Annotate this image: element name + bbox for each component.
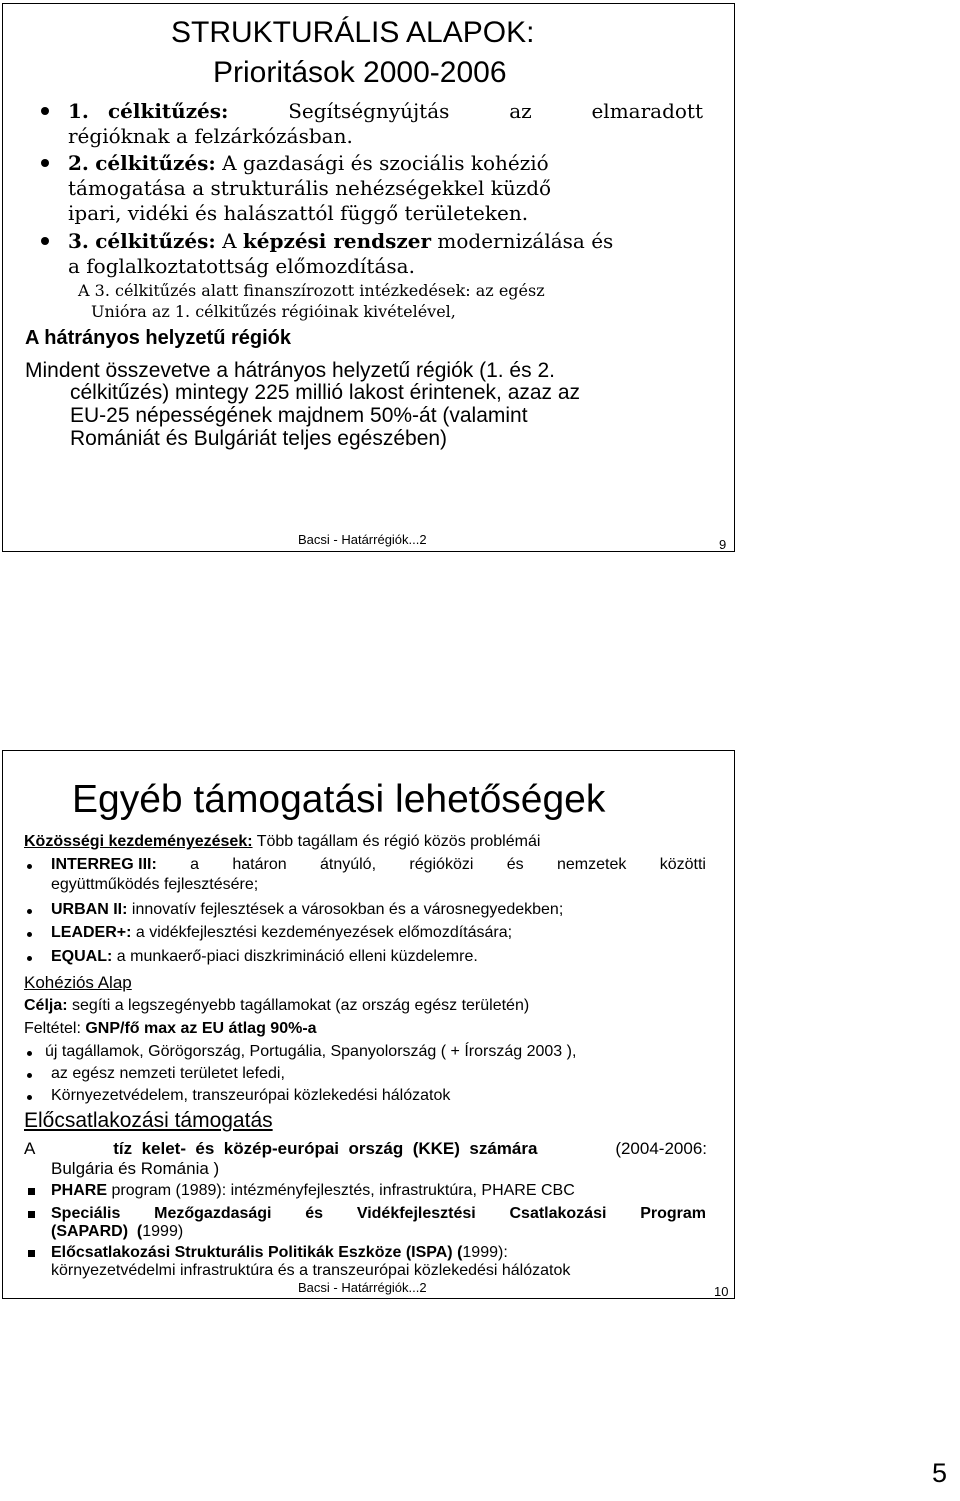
paragraph-line2: célkitűzés) mintegy 225 millió lakost érintenek, azaz az: [70, 381, 581, 404]
interreg-word: a: [190, 856, 200, 873]
sapard-line1: [51, 1205, 706, 1223]
objective-1-key: célkitűzés:: [107, 99, 229, 123]
celja-text: segíti a legszegényebb tagállamokat (az ország egész területén): [67, 997, 530, 1014]
objective-3-bold: képzési rendszer: [242, 229, 432, 253]
sapard-line2: [51, 1223, 183, 1241]
slide-9: [2, 3, 735, 552]
tiz-line2: Bulgária és Románia ): [51, 1159, 220, 1178]
sapard-year: 1999): [142, 1223, 184, 1240]
objective-2-line2: támogatása a strukturális nehézségekkel küzdő: [68, 176, 552, 200]
elocsatlakozasi-heading: Előcsatlakozási támogatás: [24, 1109, 273, 1132]
slide-footer: Bacsi - Határrégiók...2: [298, 1280, 427, 1295]
tiz-line1: [24, 1139, 707, 1159]
equal-text: a munkaerő-piaci diszkrimináció elleni küzdelemre.: [112, 948, 478, 965]
phare-line: [51, 1182, 575, 1200]
sapard-word: Mezőgazdasági: [154, 1205, 272, 1222]
page-number: 5: [932, 1458, 948, 1488]
slide-footer: Bacsi - Határrégiók...2: [298, 532, 427, 547]
feltetel-pre: Feltétel:: [24, 1020, 86, 1037]
ispa-year: 1999):: [462, 1244, 508, 1261]
celja-key: Célja:: [24, 997, 68, 1014]
slide-number: 10: [714, 1284, 729, 1299]
interreg-word: és: [506, 856, 524, 873]
paragraph-line1: Mindent összevetve a hátrányos helyzetű régiók (1. és 2.: [25, 359, 555, 382]
bullet-dot: [27, 909, 32, 914]
ispa-line2: környezetvédelmi infrastruktúra és a transzeurópai közlekedési hálózatok: [51, 1262, 571, 1279]
leader-line: [51, 924, 512, 942]
objective-2-text: A gazdasági és szociális kohézió: [215, 151, 549, 175]
slide-title-line1: STRUKTURÁLIS ALAPOK:: [171, 16, 535, 49]
urban-line: [51, 901, 563, 919]
tiz-bold: tíz kelet- és közép-európai ország (KKE) számára: [113, 1139, 538, 1158]
tiz-a: A: [24, 1139, 36, 1158]
objective-1-word: az: [509, 99, 532, 123]
sapard-word: Csatlakozási: [509, 1205, 607, 1222]
objective-3-line1: [68, 229, 613, 253]
bullet-dot: [41, 237, 49, 245]
objective-3-text: modernizálása és: [431, 229, 614, 253]
slide-10: [2, 750, 735, 1299]
objective-2-number: 2.: [68, 151, 89, 175]
bullet-dot: [41, 107, 49, 115]
note-line1: A 3. célkitűzés alatt finanszírozott intézkedések: az egész: [78, 281, 545, 300]
feltetel-line: [24, 1020, 317, 1038]
interreg-line1: [51, 856, 706, 874]
interreg-word: átnyúló,: [319, 856, 377, 873]
sapard-abbr: (SAPARD) (: [51, 1223, 143, 1240]
bullet-dot: [27, 1073, 32, 1078]
ispa-key: Előcsatlakozási Strukturális Politikák Eszköze (ISPA) (: [51, 1244, 463, 1261]
bullet-dot: [27, 864, 32, 869]
square-bullet: [28, 1188, 35, 1195]
interreg-key: INTERREG III:: [51, 856, 157, 873]
kozossegi-label: Közösségi kezdeményezések:: [24, 833, 253, 850]
phare-text: program (1989): intézményfejlesztés, infrastruktúra, PHARE CBC: [107, 1182, 575, 1199]
sapard-word: Program: [640, 1205, 706, 1222]
kohezios-item-1: új tagállamok, Görögország, Portugália, Spanyolország ( + Írország 2003 ),: [45, 1043, 577, 1060]
sapard-word: Vidékfejlesztési: [356, 1205, 476, 1222]
leader-text: a vidékfejlesztési kezdeményezések előmozdítására;: [131, 924, 513, 941]
objective-1-word: Segítségnyújtás: [288, 99, 450, 123]
paragraph-line4: Romániát és Bulgáriát teljes egészében): [70, 427, 448, 450]
ispa-line1: [51, 1244, 508, 1262]
objective-1-number: 1.: [68, 99, 89, 123]
phare-key: PHARE: [51, 1182, 108, 1199]
square-bullet: [28, 1250, 35, 1257]
objective-3-number: 3.: [68, 229, 89, 253]
interreg-word: határon: [232, 856, 287, 873]
objective-1-line2: régióknak a felzárkózásban.: [68, 124, 353, 148]
section-heading: A hátrányos helyzetű régiók: [25, 327, 291, 349]
urban-key: URBAN II:: [51, 901, 128, 918]
bullet-dot: [27, 932, 32, 937]
kozossegi-line: [24, 833, 540, 851]
slide-title: Egyéb támogatási lehetőségek: [72, 778, 606, 821]
bullet-dot: [41, 159, 49, 167]
interreg-word: közötti: [659, 856, 706, 873]
objective-3-line2: a foglalkoztatottság előmozdítása.: [68, 254, 415, 278]
equal-line: [51, 948, 478, 966]
bullet-dot: [27, 956, 32, 961]
interreg-line2: együttműködés fejlesztésére;: [51, 876, 259, 893]
tiz-years: (2004-2006:: [615, 1139, 707, 1158]
interreg-word: régióközi: [409, 856, 474, 873]
sapard-word: Speciális: [51, 1205, 121, 1222]
equal-key: EQUAL:: [51, 948, 113, 965]
celja-line: [24, 997, 529, 1015]
sapard-word: és: [305, 1205, 324, 1222]
objective-3-text: A: [215, 229, 243, 253]
kohezios-item-3: Környezetvédelem, transzeurópai közlekedési hálózatok: [51, 1087, 451, 1104]
interreg-word: nemzetek: [557, 856, 627, 873]
objective-2-key: célkitűzés:: [95, 151, 216, 175]
urban-text: innovatív fejlesztések a városokban és a városnegyedekben;: [127, 901, 564, 918]
kozossegi-text: Több tagállam és régió közös problémái: [252, 833, 541, 850]
bullet-dot: [27, 1051, 32, 1056]
leader-key: LEADER+:: [51, 924, 132, 941]
square-bullet: [28, 1211, 35, 1218]
bullet-dot: [27, 1095, 32, 1100]
paragraph-line3: EU-25 népességének majdnem 50%-át (valamint: [70, 404, 528, 427]
feltetel-bold: GNP/fő max az EU átlag 90%-a: [85, 1020, 317, 1037]
objective-2-line3: ipari, vidéki és halászattól függő területeken.: [68, 201, 529, 225]
note-line2: Unióra az 1. célkitűzés régióinak kivételével,: [91, 302, 456, 321]
objective-3-key: célkitűzés:: [95, 229, 216, 253]
objective-2-line1: [68, 151, 549, 175]
kohezios-heading: Kohéziós Alap: [24, 973, 132, 992]
slide-number: 9: [719, 537, 727, 552]
slide-title-line2: Prioritások 2000-2006: [213, 56, 507, 89]
objective-1-line1: [68, 99, 703, 123]
objective-1-word: elmaradott: [591, 99, 703, 123]
kohezios-item-2: az egész nemzeti területet lefedi,: [51, 1065, 285, 1082]
